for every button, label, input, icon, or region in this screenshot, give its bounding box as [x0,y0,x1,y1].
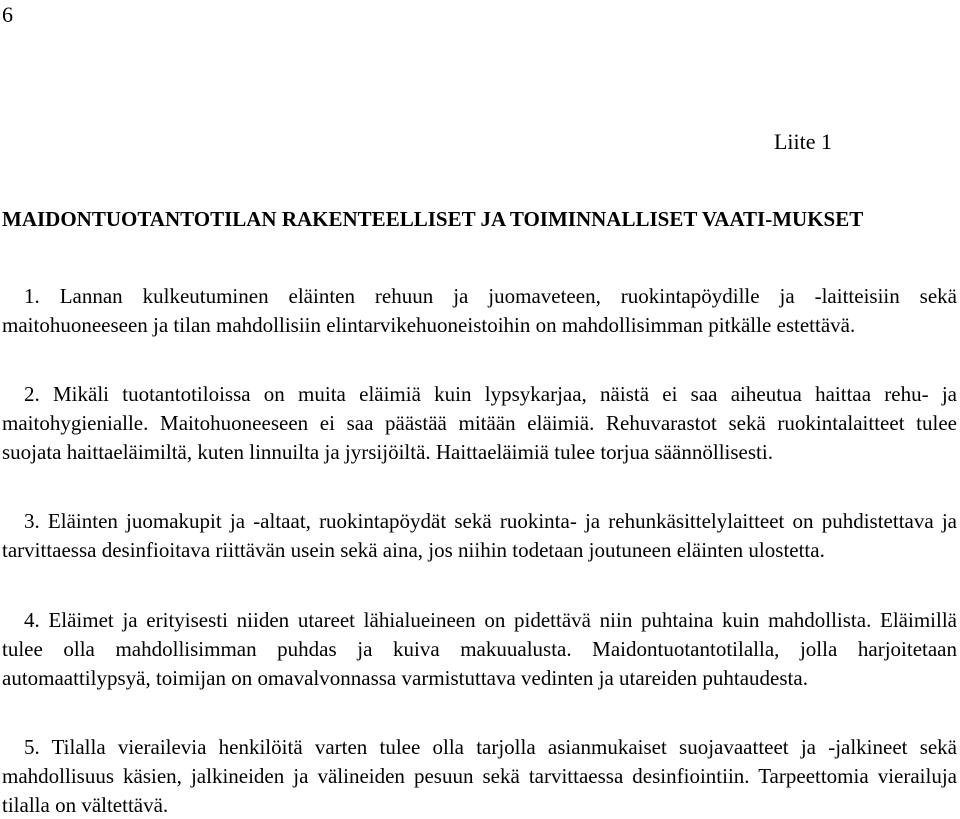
item-text: Lannan kulkeutuminen eläinten rehuun ja juomaveteen, ruokintapöydille ja -laitteisiin sekä maitohuoneeseen ja tilan mahdollisiin elintarvikehuoneistoihin on mahdollisimman pitkälle estettävä. [2,284,957,337]
item-number: 5. [24,735,40,759]
list-item [2,606,957,692]
item-number: 1. [24,284,40,308]
list-item [2,507,957,565]
item-text: Eläimet ja erityisesti niiden utareet lähialueineen on pidettävä niin puhtaina kuin mahdollista. Eläimillä tulee olla mahdollisimman puhdas ja kuiva makuualusta. Maidontuotantotilalla, jolla harjoitetaan automaattilypsyä, toimijan on omavalvonnassa varmistuttava vedinten ja utareiden puhtaudesta. [2,608,957,690]
document-title: MAIDONTUOTANTOTILAN RAKENTEELLISET JA TOIMINNALLISET VAATI-MUKSET [2,207,864,231]
item-number: 3. [24,509,40,533]
item-text: Eläinten juomakupit ja -altaat, ruokintapöydät sekä ruokinta- ja rehunkäsittelylaitteet on puhdistettava ja tarvittaessa desinfioitava riittävän usein sekä aina, jos niihin todetaan joutuneen eläinten ulostetta. [2,509,958,562]
item-number: 4. [24,608,40,632]
list-item [2,380,957,466]
annex-label: Liite 1 [773,129,832,154]
item-text: Mikäli tuotantotiloissa on muita eläimiä kuin lypsykarjaa, näistä ei saa aiheutua haittaa rehu- ja maitohygienialle. Maitohuoneeseen ei saa päästää mitään eläimiä. Rehuvarastot sekä ruokintalaitteet tulee suojata haittaeläimiltä, kuten linnuilta ja jyrsijöiltä. Haittaeläimiä tulee torjua säännöllisesti. [2,382,958,464]
list-item [2,282,957,340]
item-number: 2. [24,382,40,406]
page-number: 6 [2,2,13,27]
list-item [2,733,957,819]
item-text: Tilalla vierailevia henkilöitä varten tulee olla tarjolla asianmukaiset suojavaatteet ja -jalkineet sekä mahdollisuus käsien, jalkineiden ja välineiden pesuun sekä tarvittaessa desinfiointiin. Tarpeettomia vierailuja tilalla on vältettävä. [2,735,958,817]
